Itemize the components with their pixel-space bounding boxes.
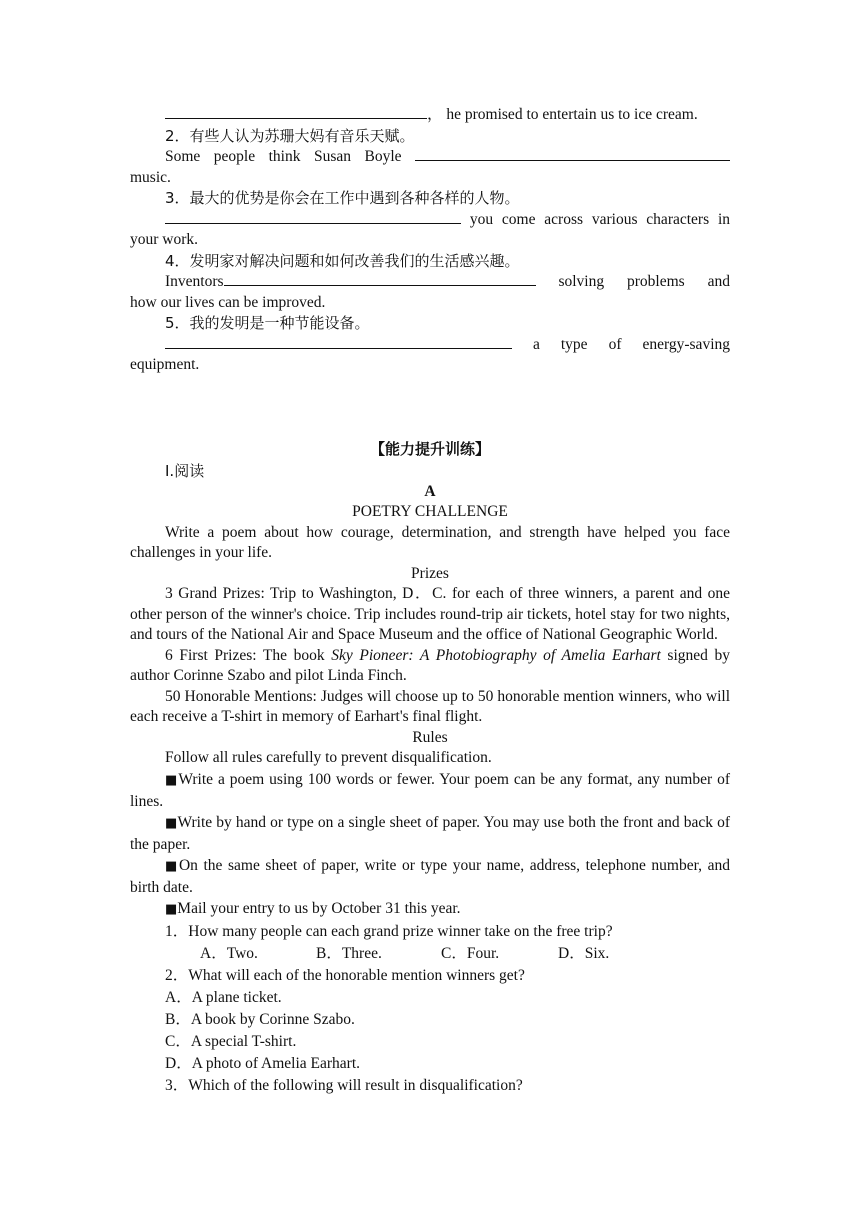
item-5-chinese: 5．我的发明是一种节能设备。 — [165, 314, 370, 332]
item-5-english-end: equipment. — [130, 356, 200, 373]
option-d[interactable]: D．A photo of Amelia Earhart. — [165, 1054, 360, 1072]
passage-heading: POETRY CHALLENGE — [352, 503, 508, 520]
section-title: 【能力提升训练】 — [369, 439, 490, 458]
option-d[interactable]: D．Six. — [558, 944, 610, 962]
square-bullet-icon: ■ — [165, 901, 178, 917]
document-page — [130, 104, 730, 1097]
first-prize-text: 6 First Prizes: The book Sky Pioneer: A Photobiography of Amelia Earhart signed by author Corinne Szabo and pilot Linda Finch. — [130, 646, 730, 684]
grand-prize-text: 3 Grand Prizes: Trip to Washington, D．C. for each of three winners, a parent and one other person of the winner's choice. Trip includes round-trip air tickets, hotel stay for two nights, and tours of the National Air and Space Museum and the office of National Geographic World. — [130, 585, 730, 643]
answer-blank[interactable] — [415, 146, 730, 161]
rule-item: ■Write a poem using 100 words or fewer. Your poem can be any format, any number of lines. — [130, 770, 730, 810]
square-bullet-icon: ■ — [165, 772, 179, 788]
spacer — [130, 376, 730, 438]
item-4-english-end: how our lives can be improved. — [130, 293, 326, 311]
option-c[interactable]: C．Four. — [441, 944, 500, 962]
rule-item: ■Write by hand or type on a single sheet of paper. You may use both the front and back of the paper. — [130, 813, 730, 853]
option-a[interactable]: A．Two. — [200, 944, 258, 962]
item-2-english-end: music. — [130, 168, 171, 186]
book-title: Sky Pioneer: A Photobiography of Amelia Earhart — [331, 646, 661, 664]
answer-blank[interactable] — [165, 334, 512, 349]
item-3-english: you come across various characters in — [130, 209, 730, 231]
rules-heading: Rules — [412, 728, 448, 746]
question-1-stem: 1．How many people can each grand prize winner take on the free trip? — [165, 922, 613, 940]
question-3-stem: 3．Which of the following will result in disqualification? — [165, 1076, 523, 1094]
rule-item: ■On the same sheet of paper, write or type your name, address, telephone number, and birth date. — [130, 856, 730, 896]
option-b[interactable]: B．A book by Corinne Szabo. — [165, 1010, 355, 1028]
passage-letter: A — [424, 482, 436, 500]
item-2-chinese: 2．有些人认为苏珊大妈有音乐天赋。 — [165, 126, 415, 145]
part-heading: Ⅰ.阅读 — [165, 461, 205, 480]
option-c[interactable]: C．A special T-shirt. — [165, 1032, 297, 1050]
prizes-heading: Prizes — [411, 564, 449, 582]
square-bullet-icon: ■ — [165, 858, 179, 874]
answer-blank[interactable] — [165, 209, 461, 224]
rule-item: ■Mail your entry to us by October 31 this year. — [165, 899, 461, 917]
item-3-english-end: your work. — [130, 231, 199, 248]
item-3-chinese: 3．最大的优势是你会在工作中遇到各种各样的人物。 — [165, 189, 520, 207]
item-4-english: Inventors solving problems and — [165, 273, 730, 290]
option-b[interactable]: B．Three. — [316, 944, 382, 962]
item-5-english: a type of energy-saving — [130, 334, 730, 356]
passage-intro: Write a poem about how courage, determination, and strength have helped you face challenges in your life. — [130, 523, 730, 561]
item-2-english: Some people think Susan Boyle — [130, 146, 730, 168]
translation-line-1: ， he promised to entertain us to ice cream. — [130, 104, 730, 126]
question-1-options — [130, 943, 730, 965]
answer-blank[interactable] — [224, 271, 536, 286]
item-4-chinese: 4．发明家对解决问题和如何改善我们的生活感兴趣。 — [165, 251, 520, 270]
option-a[interactable]: A．A plane ticket. — [165, 988, 282, 1006]
rules-intro: Follow all rules carefully to prevent disqualification. — [165, 749, 492, 766]
square-bullet-icon: ■ — [165, 815, 178, 831]
honorable-mention-text: 50 Honorable Mentions: Judges will choose up to 50 honorable mention winners, who will each receive a T-shirt in memory of Earhart's final flight. — [130, 687, 730, 725]
question-2-stem: 2．What will each of the honorable mention winners get? — [165, 966, 525, 984]
answer-blank[interactable] — [165, 104, 427, 119]
